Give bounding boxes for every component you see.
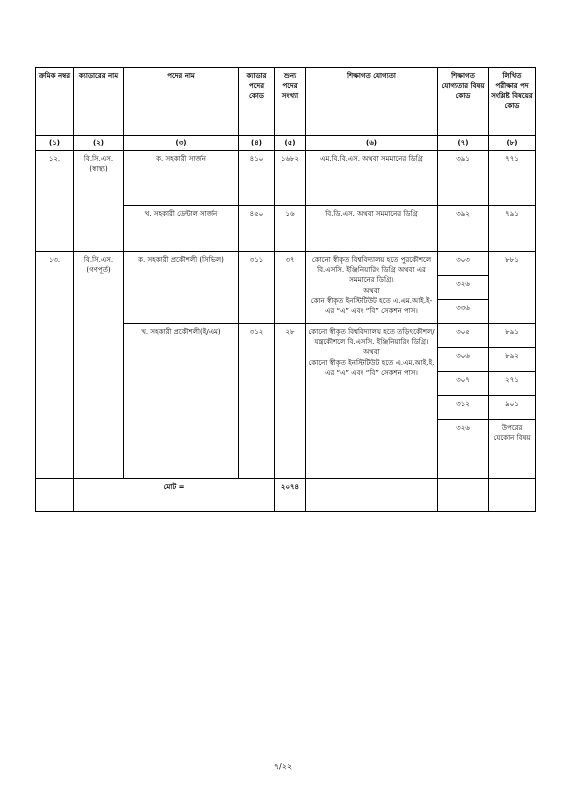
header-exam-code: লিখিত পরীক্ষার পদ সংশ্লিষ্ট বিষয়ের কোড: [489, 68, 536, 136]
subject-code: ৩২৬: [456, 424, 470, 433]
exam-code: উপরের যেকোন বিষয়: [493, 424, 531, 443]
total-value: ২০৭৪: [275, 479, 306, 512]
col-number: (৫): [275, 136, 306, 151]
total-row: [36, 479, 536, 512]
qualification-or: অথবা: [363, 348, 380, 357]
subject-code: ৩৩৬: [456, 304, 470, 313]
col-number: (২): [74, 136, 124, 151]
subject-code: ৩০৬: [438, 348, 488, 372]
vacancies-cell: ৩৭: [275, 252, 306, 324]
exam-code-cell: ৮৮১: [489, 252, 536, 324]
col-number: (৪): [239, 136, 275, 151]
subject-code-cell: [438, 324, 489, 479]
serial-cell: ১২.: [36, 151, 74, 252]
exam-code-cell: ৭৭১: [489, 151, 536, 206]
vacancies-cell: ১৬: [275, 206, 306, 252]
exam-code-cell: [489, 324, 536, 479]
qualification-cell: এম.বি.বি.এস. অথবা সমমানের ডিগ্রি: [306, 151, 438, 206]
qualification-main: কোনো স্বীকৃত বিশ্ববিদ্যালয় হতে পুরকৌশলে বি.এসসি. ইঞ্জিনিয়ারিং ডিগ্রি অথবা এর সমমানের ডিগ্রি।: [311, 256, 432, 285]
col-number: (৬): [306, 136, 438, 151]
vacancies-cell: ২৮: [275, 324, 306, 479]
subject-code: ৩০৩: [438, 252, 488, 276]
cadre-cell: বি.সি.এস. (গণপূর্ত): [74, 252, 124, 479]
subject-code-list: [438, 252, 488, 323]
header-cadre-code: ক্যাডার পদের কোড: [239, 68, 275, 136]
table-row: [36, 151, 536, 206]
column-number-row: [36, 136, 536, 151]
subject-code-list: [438, 324, 488, 478]
qualification-alt: কোনো স্বীকৃত ইনস্টিটিউট হতে এ.এম.আই.ই. এর “এ” এবং “বি” সেকশন পাস।: [308, 358, 435, 377]
subject-code-cell: [438, 252, 489, 324]
qualification-cell: [306, 252, 438, 324]
col-number: (৩): [124, 136, 239, 151]
subject-code: ৩০৫: [438, 324, 488, 348]
total-label: মোট =: [74, 479, 275, 512]
exam-code: ৮৯১: [489, 324, 535, 348]
header-row: [36, 68, 536, 136]
exam-code: ৯০১: [489, 396, 535, 420]
qualification-cell: বি.ডি.এস. অথবা সমমানের ডিগ্রি: [306, 206, 438, 252]
post-cell: ক. সহকারী প্রকৌশলী (সিভিল): [124, 252, 239, 324]
subject-code: ৩০৭: [438, 372, 488, 396]
col-number: (১): [36, 136, 74, 151]
qualification-alt: কোন স্বীকৃত ইনস্টিটিউট হতে এ.এম.আই.ই-এর “এ” এবং “বি” সেকশন পাস।: [310, 296, 433, 315]
header-qualification: শিক্ষাগত যোগ্যতা: [306, 68, 438, 136]
subject-code: ৩২৬: [438, 276, 488, 300]
col-number: (৮): [489, 136, 536, 151]
exam-code-list: [489, 324, 535, 478]
exam-code-cell: ৭৯১: [489, 206, 536, 252]
col-number: (৭): [438, 136, 489, 151]
qualification-main: কোনো স্বীকৃত বিশ্ববিদ্যালয় হতে তড়িৎকৌশল/যন্ত্রকৌশলে বি.এসসি. ইঞ্জিনিয়ারিং ডিগ্রি।: [308, 328, 435, 347]
exam-code: ২৭১: [489, 372, 535, 396]
cadre-code-cell: ৪৫০: [239, 206, 275, 252]
cadre-code-cell: ৩১২: [239, 324, 275, 479]
qualification-or: অথবা: [363, 286, 380, 295]
post-cell: খ. সহকারী ডেন্টাল সার্জন: [124, 206, 239, 252]
subject-code-cell: ৩৯২: [438, 206, 489, 252]
exam-code: ৮৯২: [489, 348, 535, 372]
page-number: ৭/২২: [273, 762, 293, 771]
vacancy-table: [35, 67, 536, 512]
cadre-cell: বি.সি.এস. (স্বাস্থ্য): [74, 151, 124, 252]
header-serial: ক্রমিক নম্বর: [36, 68, 74, 136]
cadre-code-cell: ৩১১: [239, 252, 275, 324]
cadre-code-cell: ৪১০: [239, 151, 275, 206]
subject-code-cell: ৩৯১: [438, 151, 489, 206]
header-vacancies: শুন্য পদের সংখ্যা: [275, 68, 306, 136]
header-cadre: ক্যাডারের নাম: [74, 68, 124, 136]
subject-code: ৩১২: [438, 396, 488, 420]
table-row: [36, 252, 536, 324]
header-subject-code: শিক্ষাগত যোগ্যতার বিষয় কোড: [438, 68, 489, 136]
post-cell: খ. সহকারী প্রকৌশলী(ই/এম): [124, 324, 239, 479]
header-post: পদের নাম: [124, 68, 239, 136]
serial-cell: ১৩.: [36, 252, 74, 479]
qualification-cell: [306, 324, 438, 479]
post-cell: ক. সহকারী সার্জন: [124, 151, 239, 206]
vacancies-cell: ১৬৮২: [275, 151, 306, 206]
